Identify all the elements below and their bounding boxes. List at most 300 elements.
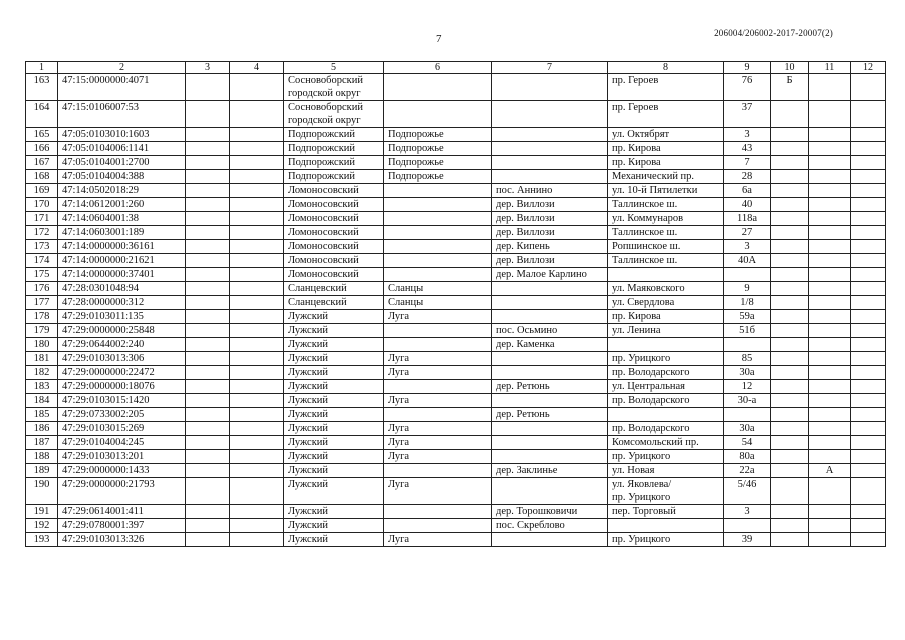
letter-cell [771, 198, 809, 212]
cadastral-number-cell: 47:14:0000000:21621 [58, 254, 186, 268]
letter-cell [771, 268, 809, 282]
settlement-cell [492, 142, 608, 156]
col-4-cell [230, 338, 284, 352]
col-11-cell [809, 254, 851, 268]
letter-cell [771, 366, 809, 380]
table-row [26, 310, 886, 324]
city-cell: Луга [384, 352, 492, 366]
district-cell: Лужский [284, 366, 384, 380]
col-12-cell [851, 101, 886, 128]
settlement-cell [492, 156, 608, 170]
row-number-cell: 193 [26, 533, 58, 547]
col-11-cell: А [809, 464, 851, 478]
cadastral-number-cell: 47:29:0733002:205 [58, 408, 186, 422]
col-12-cell [851, 408, 886, 422]
district-cell: Сосновоборский городской округ [284, 101, 384, 128]
col-12-cell [851, 450, 886, 464]
letter-cell [771, 478, 809, 505]
col-3-cell [186, 380, 230, 394]
cadastral-number-cell: 47:29:0000000:22472 [58, 366, 186, 380]
street-cell: пр. Кирова [608, 156, 724, 170]
house-number-cell: 28 [724, 170, 771, 184]
cadastral-number-cell: 47:28:0000000:312 [58, 296, 186, 310]
district-cell: Лужский [284, 436, 384, 450]
row-number-cell: 172 [26, 226, 58, 240]
cadastral-number-cell: 47:14:0000000:37401 [58, 268, 186, 282]
house-number-cell [724, 338, 771, 352]
column-header: 2 [58, 62, 186, 74]
house-number-cell [724, 408, 771, 422]
col-4-cell [230, 533, 284, 547]
col-12-cell [851, 478, 886, 505]
col-4-cell [230, 74, 284, 101]
settlement-cell: пос. Осьмино [492, 324, 608, 338]
district-cell: Лужский [284, 324, 384, 338]
district-cell: Сланцевский [284, 282, 384, 296]
col-3-cell [186, 240, 230, 254]
district-cell: Лужский [284, 352, 384, 366]
col-4-cell [230, 254, 284, 268]
col-4-cell [230, 478, 284, 505]
row-number-cell: 170 [26, 198, 58, 212]
col-4-cell [230, 380, 284, 394]
letter-cell [771, 156, 809, 170]
settlement-cell: дер. Ретюнь [492, 380, 608, 394]
table-row [26, 338, 886, 352]
register-table [25, 61, 886, 547]
row-number-cell: 178 [26, 310, 58, 324]
row-number-cell: 187 [26, 436, 58, 450]
letter-cell [771, 170, 809, 184]
col-3-cell [186, 310, 230, 324]
district-cell: Ломоносовский [284, 254, 384, 268]
col-11-cell [809, 422, 851, 436]
settlement-cell [492, 296, 608, 310]
letter-cell [771, 436, 809, 450]
col-11-cell [809, 240, 851, 254]
letter-cell [771, 505, 809, 519]
letter-cell [771, 184, 809, 198]
house-number-cell: 27 [724, 226, 771, 240]
cadastral-number-cell: 47:29:0103015:1420 [58, 394, 186, 408]
street-cell: ул. Маяковского [608, 282, 724, 296]
district-cell: Ломоносовский [284, 212, 384, 226]
col-3-cell [186, 324, 230, 338]
col-4-cell [230, 268, 284, 282]
city-cell [384, 74, 492, 101]
table-row [26, 198, 886, 212]
row-number-cell: 171 [26, 212, 58, 226]
column-header: 3 [186, 62, 230, 74]
col-3-cell [186, 128, 230, 142]
table-row [26, 282, 886, 296]
cadastral-number-cell: 47:29:0000000:21793 [58, 478, 186, 505]
col-3-cell [186, 394, 230, 408]
settlement-cell [492, 422, 608, 436]
cadastral-number-cell: 47:29:0780001:397 [58, 519, 186, 533]
city-cell [384, 240, 492, 254]
col-3-cell [186, 282, 230, 296]
col-11-cell [809, 394, 851, 408]
col-12-cell [851, 505, 886, 519]
col-12-cell [851, 226, 886, 240]
col-11-cell [809, 533, 851, 547]
district-cell: Лужский [284, 422, 384, 436]
cadastral-number-cell: 47:14:0603001:189 [58, 226, 186, 240]
district-cell: Ломоносовский [284, 240, 384, 254]
col-11-cell [809, 505, 851, 519]
district-cell: Подпорожский [284, 170, 384, 184]
col-4-cell [230, 226, 284, 240]
col-11-cell [809, 450, 851, 464]
table-row [26, 128, 886, 142]
letter-cell [771, 226, 809, 240]
row-number-cell: 182 [26, 366, 58, 380]
cadastral-number-cell: 47:29:0103013:201 [58, 450, 186, 464]
col-3-cell [186, 226, 230, 240]
district-cell: Подпорожский [284, 128, 384, 142]
col-3-cell [186, 184, 230, 198]
street-cell: пр. Героев [608, 101, 724, 128]
house-number-cell: 3 [724, 128, 771, 142]
col-11-cell [809, 310, 851, 324]
street-cell [608, 338, 724, 352]
col-12-cell [851, 310, 886, 324]
house-number-cell: 6а [724, 184, 771, 198]
col-3-cell [186, 268, 230, 282]
table-row [26, 533, 886, 547]
col-12-cell [851, 198, 886, 212]
letter-cell [771, 380, 809, 394]
district-cell: Лужский [284, 505, 384, 519]
col-3-cell [186, 533, 230, 547]
letter-cell [771, 212, 809, 226]
row-number-cell: 189 [26, 464, 58, 478]
col-12-cell [851, 184, 886, 198]
table-row [26, 254, 886, 268]
city-cell [384, 408, 492, 422]
table-row [26, 240, 886, 254]
street-cell: пр. Урицкого [608, 533, 724, 547]
letter-cell [771, 464, 809, 478]
col-3-cell [186, 408, 230, 422]
col-11-cell [809, 142, 851, 156]
row-number-cell: 190 [26, 478, 58, 505]
city-cell: Подпорожье [384, 128, 492, 142]
row-number-cell: 185 [26, 408, 58, 422]
street-cell: ул. Ленина [608, 324, 724, 338]
column-header: 11 [809, 62, 851, 74]
col-4-cell [230, 505, 284, 519]
table-row [26, 296, 886, 310]
house-number-cell: 51б [724, 324, 771, 338]
house-number-cell: 30а [724, 422, 771, 436]
row-number-cell: 180 [26, 338, 58, 352]
col-11-cell [809, 212, 851, 226]
settlement-cell: дер. Виллози [492, 254, 608, 268]
district-cell: Лужский [284, 478, 384, 505]
column-header: 12 [851, 62, 886, 74]
col-12-cell [851, 394, 886, 408]
street-cell [608, 408, 724, 422]
table-row [26, 226, 886, 240]
house-number-cell: 85 [724, 352, 771, 366]
col-4-cell [230, 184, 284, 198]
cadastral-number-cell: 47:29:0103013:306 [58, 352, 186, 366]
settlement-cell: дер. Кипень [492, 240, 608, 254]
column-header: 5 [284, 62, 384, 74]
col-4-cell [230, 128, 284, 142]
settlement-cell [492, 74, 608, 101]
cadastral-number-cell: 47:29:0000000:18076 [58, 380, 186, 394]
city-cell: Сланцы [384, 296, 492, 310]
cadastral-number-cell: 47:14:0000000:36161 [58, 240, 186, 254]
letter-cell [771, 352, 809, 366]
letter-cell [771, 394, 809, 408]
house-number-cell: 43 [724, 142, 771, 156]
column-header: 7 [492, 62, 608, 74]
col-11-cell [809, 74, 851, 101]
row-number-cell: 173 [26, 240, 58, 254]
table-header-row [26, 62, 886, 74]
col-4-cell [230, 240, 284, 254]
col-4-cell [230, 282, 284, 296]
city-cell: Луга [384, 366, 492, 380]
house-number-cell: 22а [724, 464, 771, 478]
col-12-cell [851, 436, 886, 450]
col-3-cell [186, 464, 230, 478]
col-11-cell [809, 366, 851, 380]
row-number-cell: 188 [26, 450, 58, 464]
street-cell [608, 519, 724, 533]
row-number-cell: 186 [26, 422, 58, 436]
house-number-cell: 54 [724, 436, 771, 450]
table-row [26, 142, 886, 156]
letter-cell [771, 240, 809, 254]
col-11-cell [809, 408, 851, 422]
letter-cell [771, 450, 809, 464]
row-number-cell: 176 [26, 282, 58, 296]
house-number-cell: 39 [724, 533, 771, 547]
city-cell: Луга [384, 533, 492, 547]
district-cell: Лужский [284, 408, 384, 422]
city-cell [384, 212, 492, 226]
document-code: 206004/206002-2017-20007(2) [714, 28, 833, 38]
letter-cell [771, 101, 809, 128]
city-cell: Луга [384, 310, 492, 324]
row-number-cell: 191 [26, 505, 58, 519]
city-cell: Сланцы [384, 282, 492, 296]
row-number-cell: 169 [26, 184, 58, 198]
house-number-cell: 30а [724, 366, 771, 380]
col-4-cell [230, 324, 284, 338]
col-4-cell [230, 101, 284, 128]
col-4-cell [230, 366, 284, 380]
settlement-cell: дер. Виллози [492, 198, 608, 212]
cadastral-number-cell: 47:14:0612001:260 [58, 198, 186, 212]
cadastral-number-cell: 47:05:0104006:1141 [58, 142, 186, 156]
settlement-cell [492, 170, 608, 184]
city-cell [384, 464, 492, 478]
col-4-cell [230, 408, 284, 422]
settlement-cell: дер. Виллози [492, 226, 608, 240]
city-cell: Луга [384, 450, 492, 464]
cadastral-number-cell: 47:05:0104001:2700 [58, 156, 186, 170]
col-11-cell [809, 184, 851, 198]
settlement-cell: пос. Скреблово [492, 519, 608, 533]
district-cell: Лужский [284, 450, 384, 464]
table-row [26, 324, 886, 338]
row-number-cell: 192 [26, 519, 58, 533]
col-11-cell [809, 352, 851, 366]
col-3-cell [186, 74, 230, 101]
city-cell: Подпорожье [384, 142, 492, 156]
city-cell: Луга [384, 422, 492, 436]
col-4-cell [230, 436, 284, 450]
city-cell: Луга [384, 436, 492, 450]
col-3-cell [186, 170, 230, 184]
district-cell: Ломоносовский [284, 198, 384, 212]
col-11-cell [809, 170, 851, 184]
house-number-cell: 80а [724, 450, 771, 464]
house-number-cell: 118а [724, 212, 771, 226]
col-12-cell [851, 296, 886, 310]
city-cell: Подпорожье [384, 170, 492, 184]
district-cell: Ломоносовский [284, 184, 384, 198]
col-11-cell [809, 296, 851, 310]
city-cell [384, 101, 492, 128]
street-cell: ул. Яковлева/ пр. Урицкого [608, 478, 724, 505]
col-12-cell [851, 254, 886, 268]
street-cell: ул. Новая [608, 464, 724, 478]
street-cell: пр. Володарского [608, 394, 724, 408]
col-3-cell [186, 156, 230, 170]
letter-cell [771, 533, 809, 547]
col-4-cell [230, 422, 284, 436]
city-cell [384, 505, 492, 519]
col-11-cell [809, 478, 851, 505]
col-11-cell [809, 198, 851, 212]
column-header: 6 [384, 62, 492, 74]
settlement-cell: дер. Виллози [492, 212, 608, 226]
street-cell: ул. Свердлова [608, 296, 724, 310]
row-number-cell: 181 [26, 352, 58, 366]
city-cell [384, 338, 492, 352]
col-4-cell [230, 310, 284, 324]
settlement-cell [492, 533, 608, 547]
cadastral-number-cell: 47:14:0502018:29 [58, 184, 186, 198]
city-cell [384, 184, 492, 198]
cadastral-number-cell: 47:29:0103013:326 [58, 533, 186, 547]
cadastral-number-cell: 47:15:0106007:53 [58, 101, 186, 128]
col-4-cell [230, 352, 284, 366]
letter-cell [771, 324, 809, 338]
col-12-cell [851, 268, 886, 282]
col-11-cell [809, 268, 851, 282]
city-cell: Подпорожье [384, 156, 492, 170]
city-cell [384, 226, 492, 240]
row-number-cell: 167 [26, 156, 58, 170]
city-cell: Луга [384, 394, 492, 408]
col-12-cell [851, 170, 886, 184]
col-4-cell [230, 156, 284, 170]
district-cell: Ломоносовский [284, 268, 384, 282]
table-row [26, 184, 886, 198]
settlement-cell [492, 310, 608, 324]
col-4-cell [230, 464, 284, 478]
row-number-cell: 163 [26, 74, 58, 101]
col-4-cell [230, 198, 284, 212]
district-cell: Лужский [284, 394, 384, 408]
street-cell: пр. Кирова [608, 142, 724, 156]
cadastral-number-cell: 47:05:0103010:1603 [58, 128, 186, 142]
letter-cell [771, 408, 809, 422]
column-header: 10 [771, 62, 809, 74]
letter-cell [771, 519, 809, 533]
col-12-cell [851, 324, 886, 338]
street-cell: Комсомольский пр. [608, 436, 724, 450]
district-cell: Лужский [284, 380, 384, 394]
district-cell: Подпорожский [284, 156, 384, 170]
street-cell: Механический пр. [608, 170, 724, 184]
col-3-cell [186, 212, 230, 226]
house-number-cell: 5/46 [724, 478, 771, 505]
col-11-cell [809, 156, 851, 170]
house-number-cell: 9 [724, 282, 771, 296]
cadastral-number-cell: 47:29:0614001:411 [58, 505, 186, 519]
street-cell: пер. Торговый [608, 505, 724, 519]
street-cell: пр. Урицкого [608, 352, 724, 366]
col-3-cell [186, 478, 230, 505]
settlement-cell [492, 101, 608, 128]
street-cell: Таллинское ш. [608, 254, 724, 268]
settlement-cell [492, 450, 608, 464]
col-3-cell [186, 338, 230, 352]
cadastral-number-cell: 47:15:0000000:4071 [58, 74, 186, 101]
district-cell: Лужский [284, 519, 384, 533]
settlement-cell: дер. Каменка [492, 338, 608, 352]
city-cell [384, 324, 492, 338]
street-cell: ул. Центральная [608, 380, 724, 394]
col-12-cell [851, 380, 886, 394]
table-row [26, 268, 886, 282]
district-cell: Сланцевский [284, 296, 384, 310]
house-number-cell: 3 [724, 505, 771, 519]
row-number-cell: 175 [26, 268, 58, 282]
house-number-cell: 12 [724, 380, 771, 394]
cadastral-number-cell: 47:05:0104004:388 [58, 170, 186, 184]
city-cell [384, 519, 492, 533]
col-4-cell [230, 142, 284, 156]
house-number-cell: 30-а [724, 394, 771, 408]
letter-cell [771, 422, 809, 436]
letter-cell [771, 142, 809, 156]
street-cell: ул. Коммунаров [608, 212, 724, 226]
table-row [26, 101, 886, 128]
district-cell: Лужский [284, 533, 384, 547]
col-4-cell [230, 170, 284, 184]
col-4-cell [230, 296, 284, 310]
col-12-cell [851, 212, 886, 226]
column-header: 1 [26, 62, 58, 74]
col-4-cell [230, 519, 284, 533]
cadastral-number-cell: 47:29:0103011:135 [58, 310, 186, 324]
row-number-cell: 177 [26, 296, 58, 310]
table-row [26, 212, 886, 226]
table-row [26, 352, 886, 366]
settlement-cell: пос. Аннино [492, 184, 608, 198]
row-number-cell: 184 [26, 394, 58, 408]
